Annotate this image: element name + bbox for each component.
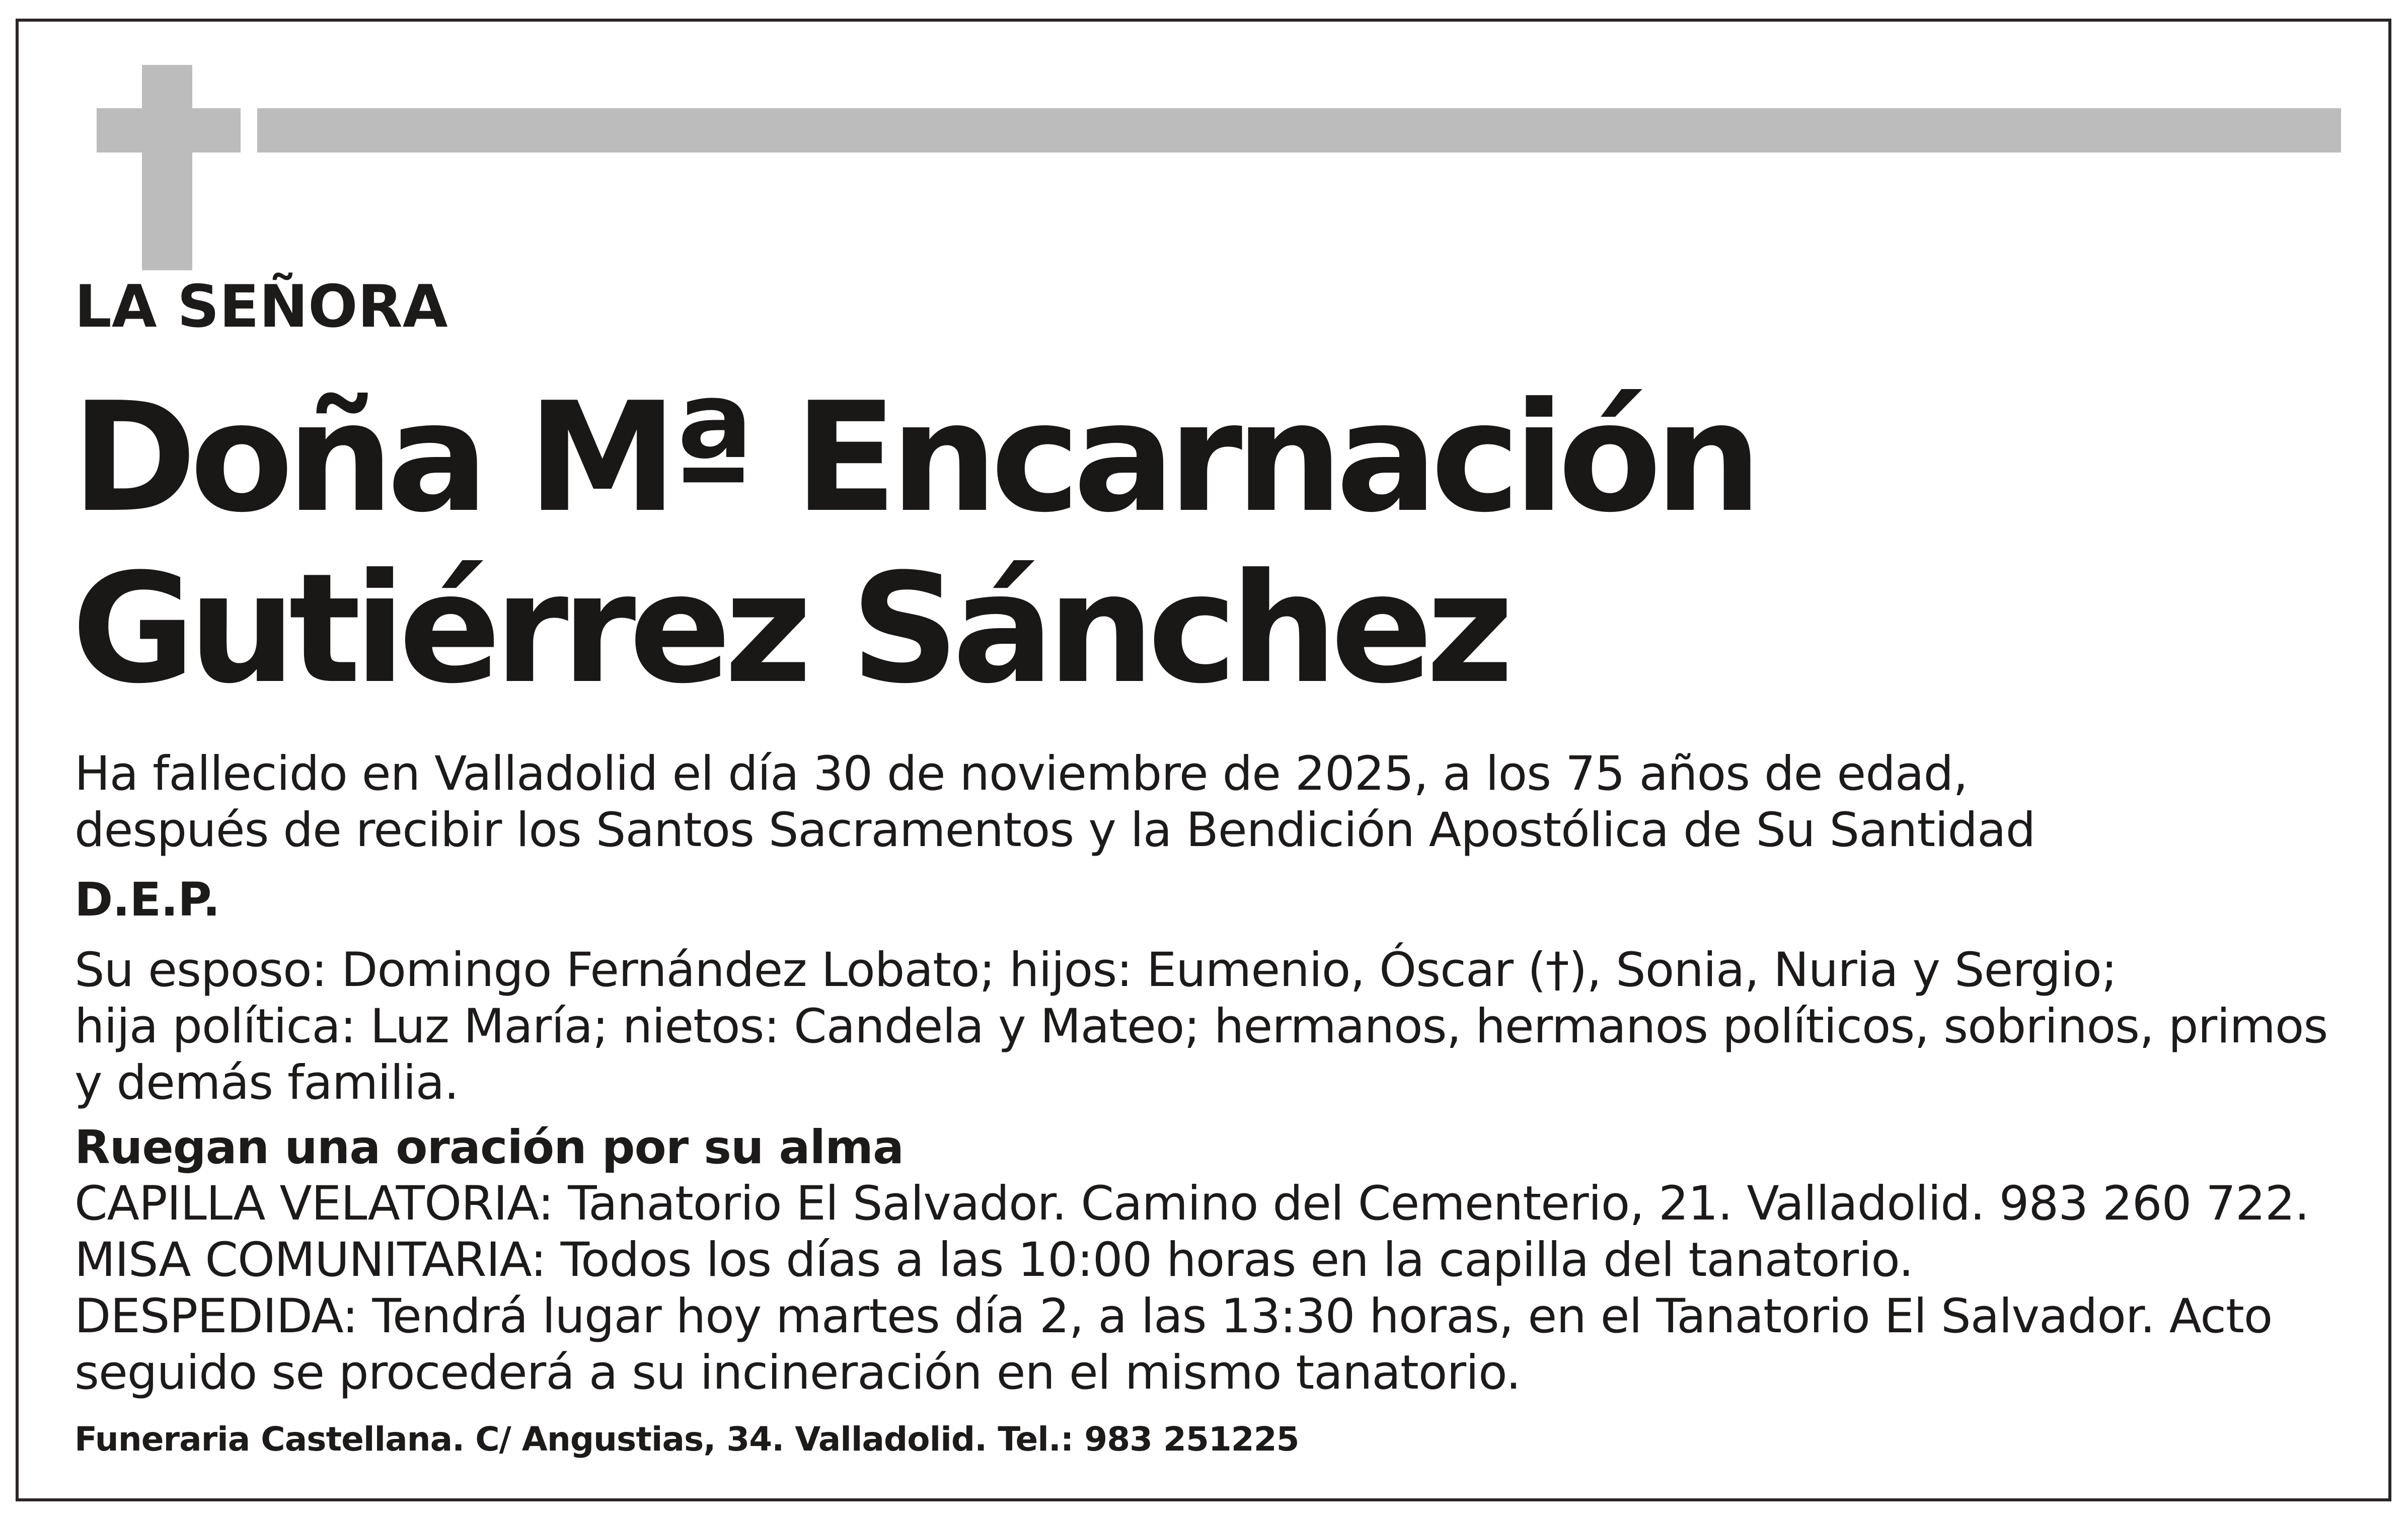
announcement-line-2: después de recibir los Santos Sacramentos y la Bendición Apostólica de Su Santidad [74, 803, 2036, 858]
service-line-2: MISA COMUNITARIA: Todos los días a las 10:00 horas en la capilla del tanatorio. [74, 1233, 1914, 1287]
notice-content [71, 272, 2329, 1493]
service-line-3: DESPEDIDA: Tendrá lugar hoy martes día 2, a las 13:30 horas, en el Tanatorio El Salvador. Acto [74, 1289, 2273, 1344]
funeral-home-footer: Funeraria Castellana. C/ Angustias, 34. Valladolid. Tel.: 983 251225 [74, 1420, 1299, 1459]
header-rule [257, 108, 2341, 153]
deceased-name-line-2: Gutiérrez Sánchez [71, 541, 1507, 717]
service-details [74, 1176, 2329, 1401]
family-line-3: y demás familia. [74, 1055, 459, 1110]
cross-horizontal-bar [97, 108, 241, 153]
honorific: LA SEÑORA [74, 273, 448, 341]
rip-label: D.E.P. [74, 873, 220, 927]
family-line-2: hija política: Luz María; nietos: Candela y Mateo; hermanos, hermanos políticos, sobrinos, primos [74, 999, 2328, 1054]
service-line-4: seguido se procederá a su incineración en el mismo tanatorio. [74, 1345, 1521, 1400]
cross-vertical-bar [142, 65, 192, 270]
death-announcement [74, 746, 2329, 859]
family-list [74, 942, 2329, 1111]
family-line-1: Su esposo: Domingo Fernández Lobato; hijos: Eumenio, Óscar (†), Sonia, Nuria y Sergio; [74, 943, 2117, 998]
service-line-1: CAPILLA VELATORIA: Tanatorio El Salvador. Camino del Cementerio, 21. Valladolid. 983 260 722. [74, 1176, 2309, 1231]
deceased-name-line-1: Doña Mª Encarnación [71, 370, 1755, 546]
prayer-request: Ruegan una oración por su alma [74, 1120, 904, 1174]
cross-icon [97, 65, 241, 270]
deceased-name [71, 372, 2329, 715]
announcement-line-1: Ha fallecido en Valladolid el día 30 de noviembre de 2025, a los 75 años de edad, [74, 746, 1968, 801]
